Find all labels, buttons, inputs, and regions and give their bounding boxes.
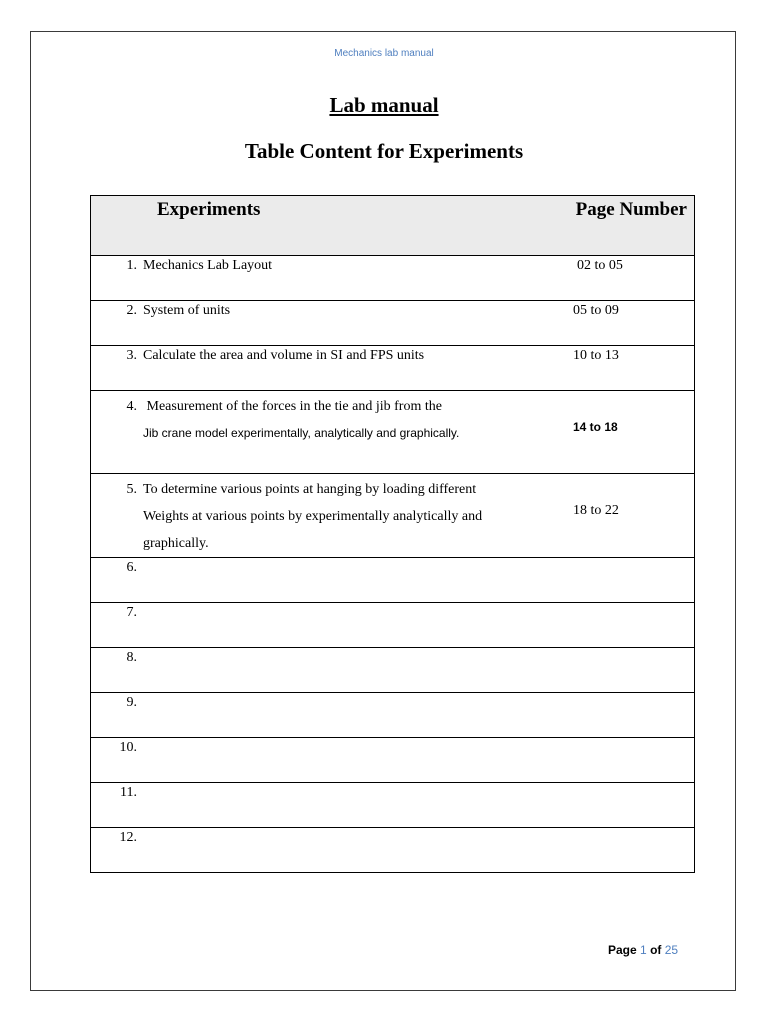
page-range: 18 to 22 [573,503,619,518]
experiment-cell [91,738,565,783]
page-range: 02 to 05 [577,258,623,273]
experiment-cell [91,603,565,648]
page-cell [564,603,695,648]
table-row [91,648,695,693]
page-cell [564,301,695,346]
page-cell [564,474,695,558]
experiment-title-line: Weights at various points by experimentally analytically and [143,509,483,524]
experiment-cell [91,783,565,828]
page-cell [564,738,695,783]
experiment-cell [91,256,565,301]
total-page-count: 25 [664,943,679,957]
current-page-number: 1 [640,943,647,957]
page-cell [564,828,695,873]
row-number: 7. [126,605,137,620]
experiment-title-line: Measurement of the forces in the tie and jib from the [143,399,442,414]
experiment-cell [91,301,565,346]
experiment-cell [91,558,565,603]
page-range: 14 to 18 [573,420,618,434]
running-header: Mechanics lab manual [334,48,434,59]
table-row [91,783,695,828]
contents-table [90,195,695,873]
row-number: 3. [126,348,137,363]
table-row [91,738,695,783]
experiment-title-line: To determine various points at hanging by loading different [143,482,477,497]
row-number: 6. [126,560,137,575]
experiment-cell [91,391,565,474]
experiment-title: Calculate the area and volume in SI and FPS units [143,348,425,363]
document-title: Lab manual [329,93,439,117]
table-row [91,828,695,873]
column-header-page-number: Page Number [564,196,695,256]
table-row [91,693,695,738]
page-range: 05 to 09 [573,303,619,318]
page-range: 10 to 13 [573,348,619,363]
row-number: 4. [126,399,137,414]
table-row [91,256,695,301]
table-row [91,346,695,391]
row-number: 2. [126,303,137,318]
page-label: Page [608,943,637,957]
page-cell [564,693,695,738]
page-of-label: of [650,943,662,957]
row-number: 11. [120,785,137,800]
row-number: 9. [126,695,137,710]
experiment-cell [91,828,565,873]
experiment-cell [91,693,565,738]
table-row [91,558,695,603]
experiment-cell [91,648,565,693]
page-cell [564,558,695,603]
page-cell [564,346,695,391]
table-row [91,301,695,346]
table-row [91,474,695,558]
page-cell [564,783,695,828]
table-row [91,603,695,648]
experiment-title: System of units [143,303,231,318]
experiment-cell [91,474,565,558]
experiment-cell [91,346,565,391]
page-cell [564,391,695,474]
row-number: 10. [119,740,137,755]
experiment-title: Mechanics Lab Layout [143,258,273,273]
column-header-experiments: Experiments [91,196,565,256]
table-row [91,391,695,474]
document-subtitle: Table Content for Experiments [244,139,524,163]
table-header-row [91,196,695,256]
row-number: 5. [126,482,137,497]
row-number: 1. [126,258,137,273]
page-cell [564,648,695,693]
page-cell [564,256,695,301]
experiment-title-line: graphically. [143,536,209,551]
row-number: 12. [119,830,137,845]
page-footer [608,943,678,957]
row-number: 8. [126,650,137,665]
experiment-title-line: Jib crane model experimentally, analytically and graphically. [143,426,460,440]
